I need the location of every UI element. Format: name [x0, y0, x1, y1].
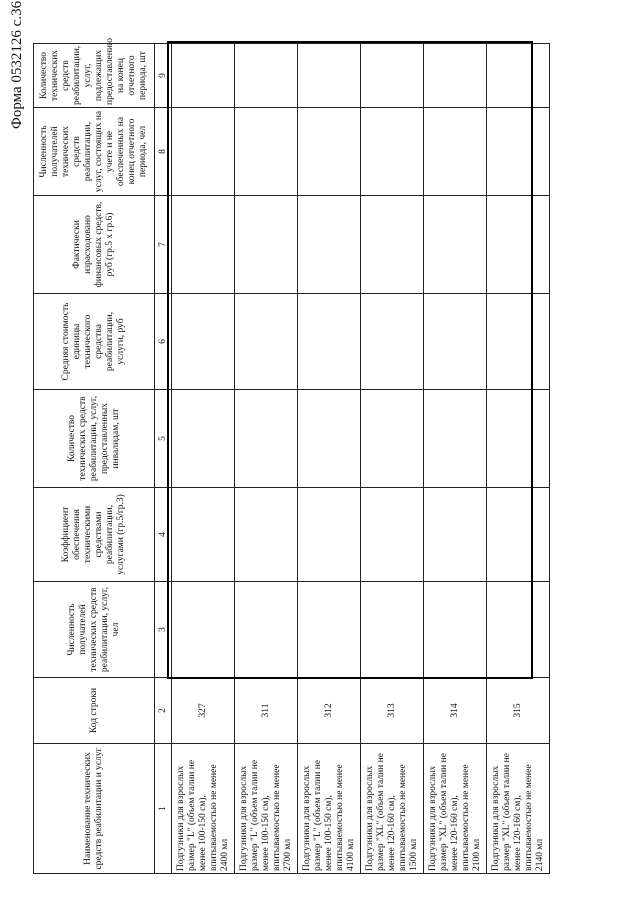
empty-cell	[235, 294, 298, 390]
column-number: 8	[155, 108, 172, 196]
empty-cell	[298, 582, 361, 678]
column-number: 6	[155, 294, 172, 390]
empty-cell	[487, 196, 550, 294]
row-code: 312	[298, 678, 361, 744]
empty-cell	[298, 196, 361, 294]
empty-cell	[298, 488, 361, 582]
row-name: Подгузники для взрослых размер "XL" (объем талии не менее 120-160 см), впитываемостью не менее 1500 мл	[361, 744, 424, 874]
row-name: Подгузники для взрослых размер "XL" (объем талии не менее 120-160 см), впитываемостью не менее 2140 мл	[487, 744, 550, 874]
row-code: 327	[172, 678, 235, 744]
empty-cell	[298, 108, 361, 196]
header-spent: Фактически израсходовано финансовых средств, руб (гр.5 х гр.6)	[34, 196, 155, 294]
header-average-cost: Средняя стоимость единицы технического средства реабилитации, услуги, руб	[34, 294, 155, 390]
empty-cell	[424, 44, 487, 108]
empty-cell	[298, 44, 361, 108]
empty-cell	[424, 390, 487, 488]
empty-cell	[424, 294, 487, 390]
row-code: 315	[487, 678, 550, 744]
row-code: 314	[424, 678, 487, 744]
row-code: 313	[361, 678, 424, 744]
empty-cell	[361, 108, 424, 196]
empty-cell	[235, 390, 298, 488]
header-unprovided-recipients: Численность получателей технических средств реабилитации, услуг, состоящих на учете и не обеспеченных на конец отчетного периода, чел	[34, 108, 155, 196]
empty-cell	[172, 108, 235, 196]
column-number: 9	[155, 44, 172, 108]
empty-cell	[361, 390, 424, 488]
empty-cell	[172, 488, 235, 582]
row-name: Подгузники для взрослых размер "L" (объем талии не менее 100-150 см), впитываемостью не менее 2400 мл	[172, 744, 235, 874]
empty-cell	[235, 582, 298, 678]
empty-cell	[487, 488, 550, 582]
empty-cell	[487, 582, 550, 678]
header-coefficient: Коэффициент обеспечения техническими средствами реабилитации, услугами (гр.5/гр.3)	[34, 488, 155, 582]
table-row	[487, 44, 550, 874]
empty-cell	[235, 488, 298, 582]
table-row	[172, 44, 235, 874]
form-code: Форма 0532126 с.36	[9, 0, 25, 129]
column-number: 7	[155, 196, 172, 294]
empty-cell	[424, 488, 487, 582]
empty-cell	[298, 390, 361, 488]
table-row	[361, 44, 424, 874]
empty-cell	[172, 390, 235, 488]
column-number: 4	[155, 488, 172, 582]
empty-cell	[487, 44, 550, 108]
header-code: Код строки	[34, 678, 155, 744]
empty-cell	[424, 108, 487, 196]
empty-cell	[487, 108, 550, 196]
empty-cell	[235, 44, 298, 108]
empty-cell	[172, 294, 235, 390]
report-table	[33, 37, 550, 874]
table-row	[424, 44, 487, 874]
empty-cell	[172, 196, 235, 294]
column-number: 3	[155, 582, 172, 678]
empty-cell	[361, 582, 424, 678]
header-quantity: Количество технических средств реабилитации, услуг, предоставленных инвалидам, шт	[34, 390, 155, 488]
empty-cell	[361, 294, 424, 390]
column-number-row	[155, 44, 172, 874]
column-number: 5	[155, 390, 172, 488]
row-name: Подгузники для взрослых размер "XL" (объем талии не менее 120-160 см), впитываемостью не менее 2100 мл	[424, 744, 487, 874]
row-name: Подгузники для взрослых размер "L" (объем талии не менее 100-150 см), впитываемостью не менее 4100 мл	[298, 744, 361, 874]
empty-cell	[235, 108, 298, 196]
header-to-be-provided: Количество технических средств реабилитации, услуг, подлежащих предоставлению на конец отчетного периода, шт	[34, 44, 155, 108]
empty-cell	[424, 582, 487, 678]
header-name: Наименование технических средств реабилитации и услуг	[34, 744, 155, 874]
row-code: 311	[235, 678, 298, 744]
empty-cell	[298, 294, 361, 390]
empty-cell	[361, 196, 424, 294]
empty-cell	[172, 44, 235, 108]
empty-cell	[172, 582, 235, 678]
header-row	[34, 44, 155, 874]
empty-cell	[235, 196, 298, 294]
table-row	[235, 44, 298, 874]
empty-cell	[424, 196, 487, 294]
column-number: 2	[155, 678, 172, 744]
table-row	[298, 44, 361, 874]
empty-cell	[487, 294, 550, 390]
row-name: Подгузники для взрослых размер "L" (объем талии не менее 100-150 см), впитываемостью не менее 2700 мл	[235, 744, 298, 874]
empty-cell	[487, 390, 550, 488]
empty-cell	[361, 44, 424, 108]
column-number: 1	[155, 744, 172, 874]
header-recipients: Численность получателей технических средств реабилитации, услуг, чел	[34, 582, 155, 678]
empty-cell	[361, 488, 424, 582]
